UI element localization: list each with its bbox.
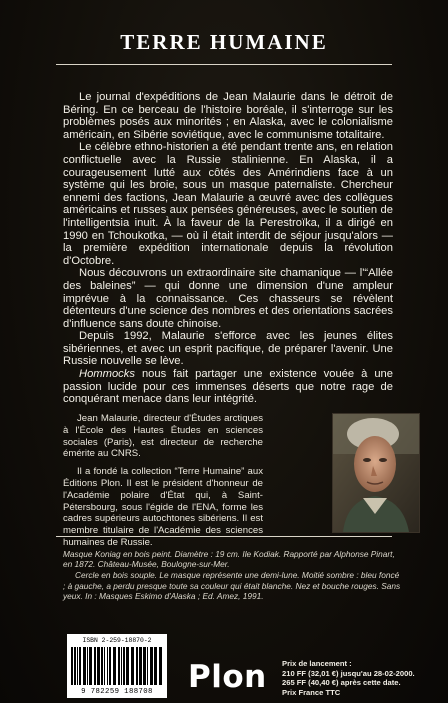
barcode-bar [136,647,138,685]
barcode-bar [89,647,92,685]
barcode-bar [147,647,148,685]
price-line: 210 FF (32,01 €) jusqu'au 28-02-2000. [282,668,415,678]
summary-closing-text: nous fait partager une existence vouée à une passion lucide pour ces immenses déserts que notre rage de conquérant menace dans leur intégrité. [63,368,393,406]
barcode-bar [123,647,125,685]
author-portrait-image [333,414,419,532]
barcode-bar [113,647,116,685]
barcode-bar [94,647,96,685]
summary-paragraph: Nous découvrons un extraordinaire site chamanique — l'“Allée des baleines” — qui donne une dimension d'une ampleur imprévue à la connaissance. Ces chasseurs se révèlent détenteurs d'une science des nombres et des orientations sacrées d'influence sans doute chinoise. [63,267,393,330]
publisher-logo: Plon [188,659,267,695]
barcode-bar [118,647,120,685]
price-line: 265 FF (40,40 €) après cette date. [282,678,401,688]
barcode-bar [74,647,76,685]
barcode-bars [69,647,165,685]
barcode-bar [139,647,142,685]
barcode-bar [104,647,105,685]
caption-line: Cercle en bois souple. Le masque représente une demi-lune. Moitié sombre : bleu foncé ; à gauche, a perdu presque toute sa couleur qui était blanche. Nez et bouche rouges. Sans yeux. In : Masques Eskimo d'Alaska ; Ed. Amez, 1991. [63,570,401,601]
barcode-bar [79,647,81,685]
isbn-label: ISBN 2-259-18870-2 [82,637,152,644]
barcode-bar [87,647,88,685]
barcode-bar [126,647,129,685]
author-photo [332,413,420,533]
summary-paragraph: Le célèbre ethno-historien a été pendant trente ans, en relation conflictuelle avec la Russie stalinienne. En Alaska, il a courageusement lutté aux côtés des Amérindiens face à un système qui les broie, sous un masque paternaliste. Chercheur ennemi des factions, Jean Malaurie a œuvré avec des collègues américains et russes aux pensées généreuses, avec le soutien de l'intelligentsia inuit. À la faveur de la Perestroïka, il a dirigé en 1990 en Tchoukotka, — où il était interdit de séjour jusqu'alors — la première expédition internationale depuis la révolution d'Octobre. [63,141,393,267]
summary-paragraph: Le journal d'expéditions de Jean Malaurie dans le détroit de Béring. En ce berceau de l'histoire boréale, il s'interroge sur les problèmes posés aux minorités ; en Alaska, avec le colonialisme américain, en Sibérie soviétique, avec le communisme totalitaire. [63,91,393,141]
summary-paragraph [63,368,393,406]
barcode-bar [107,647,108,685]
bio-paragraph: Il a fondé la collection “Terre Humaine” aux Éditions Plon. Il est le président d'honneur de l'Académie polaire d'État qui, à Saint-Pétersbourg, sous l'égide de l'ENA, forme les cadres supérieurs autochtones sibériens. Il est membre titulaire de l'Académie des sciences humaines de Russie. [63,466,263,548]
barcode-bar [121,647,122,685]
caption-line: Masque Koniag en bois peint. Diamètre : 19 cm. Ile Kodiak. Rapporté par Alphonse Pinart, en 1872. Château-Musée, Boulogne-sur-Mer. [63,549,395,570]
barcode-bar [143,647,146,685]
barcode-number: 9 782259 188708 [81,688,153,696]
barcode-bar [109,647,111,685]
barcode-bar [154,647,157,685]
summary-paragraph: Depuis 1992, Malaurie s'efforce avec les jeunes élites sibériennes, et avec un esprit pacifique, de préparer l'avenir. Une Russie nouvelle se lève. [63,330,393,368]
bottom-divider [56,536,392,537]
price-heading: Prix de lancement : [282,659,352,668]
barcode-bar [83,647,86,685]
series-title: TERRE HUMAINE [120,30,328,54]
cover-caption [63,549,403,602]
barcode-bar [97,647,100,685]
price-line: Prix France TTC [282,687,341,697]
barcode-bar [150,647,153,685]
author-bio [63,413,263,555]
barcode-bar [101,647,103,685]
price-info [282,659,442,697]
summary-text [63,91,393,406]
barcode-bar [159,647,162,685]
book-title-italic: Hommocks [79,368,135,381]
barcode-bar [131,647,134,685]
barcode-bar [71,647,73,685]
barcode [67,634,167,698]
bio-paragraph: Jean Malaurie, directeur d'Études arctiques à l'École des Hautes Études en sciences sociales (Paris), est directeur de recherche émérite au CNRS. [63,413,263,460]
top-divider [56,64,392,65]
barcode-bar [77,647,78,685]
